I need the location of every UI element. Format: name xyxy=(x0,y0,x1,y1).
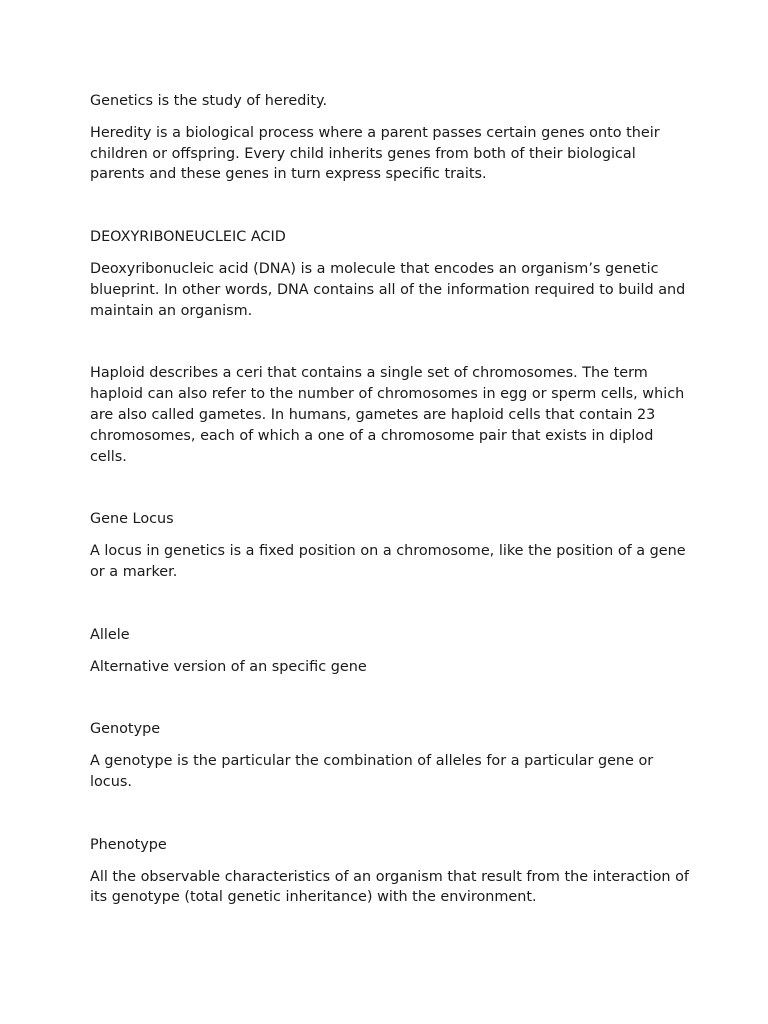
dna-heading: DEOXYRIBONEUCLEIC ACID xyxy=(90,229,286,246)
genotype-paragraph: A genotype is the particular the combination of alleles for a particular gene or locus. xyxy=(90,753,654,790)
dna-paragraph: Deoxyribonucleic acid (DNA) is a molecule that encodes an organism’s genetic blueprint. In other words, DNA contains all of the information required to build and maintain an organism. xyxy=(90,260,686,319)
phenotype-paragraph: All the observable characteristics of an organism that result from the interaction of its genotype (total genetic inheritance) with the environment. xyxy=(90,868,689,906)
gene-locus-paragraph: A locus in genetics is a fixed position on a chromosome, like the position of a gene or a marker. xyxy=(90,543,686,580)
gene-locus-heading: Gene Locus xyxy=(90,511,174,528)
allele-heading: Allele xyxy=(90,626,130,643)
allele-paragraph: Alternative version of an specific gene xyxy=(90,658,367,675)
haploid-paragraph: Haploid describes a ceri that contains a single set of chromosomes. The term haploid can also refer to the number of chromosomes in egg or sperm cells, which are also called gametes. In humans, gametes are haploid cells that contain 23 chromosomes, each of which a one of a chromosome pair that exists in diplod cells. xyxy=(90,365,685,465)
heredity-paragraph: Heredity is a biological process where a parent passes certain genes onto their children or offspring. Every child inherits genes from both of their biological parents and these genes in turn express specific traits. xyxy=(90,124,660,183)
phenotype-heading: Phenotype xyxy=(90,836,167,853)
document-page xyxy=(90,91,690,950)
genotype-heading: Genotype xyxy=(90,721,161,738)
intro-line: Genetics is the study of heredity. xyxy=(90,93,328,109)
